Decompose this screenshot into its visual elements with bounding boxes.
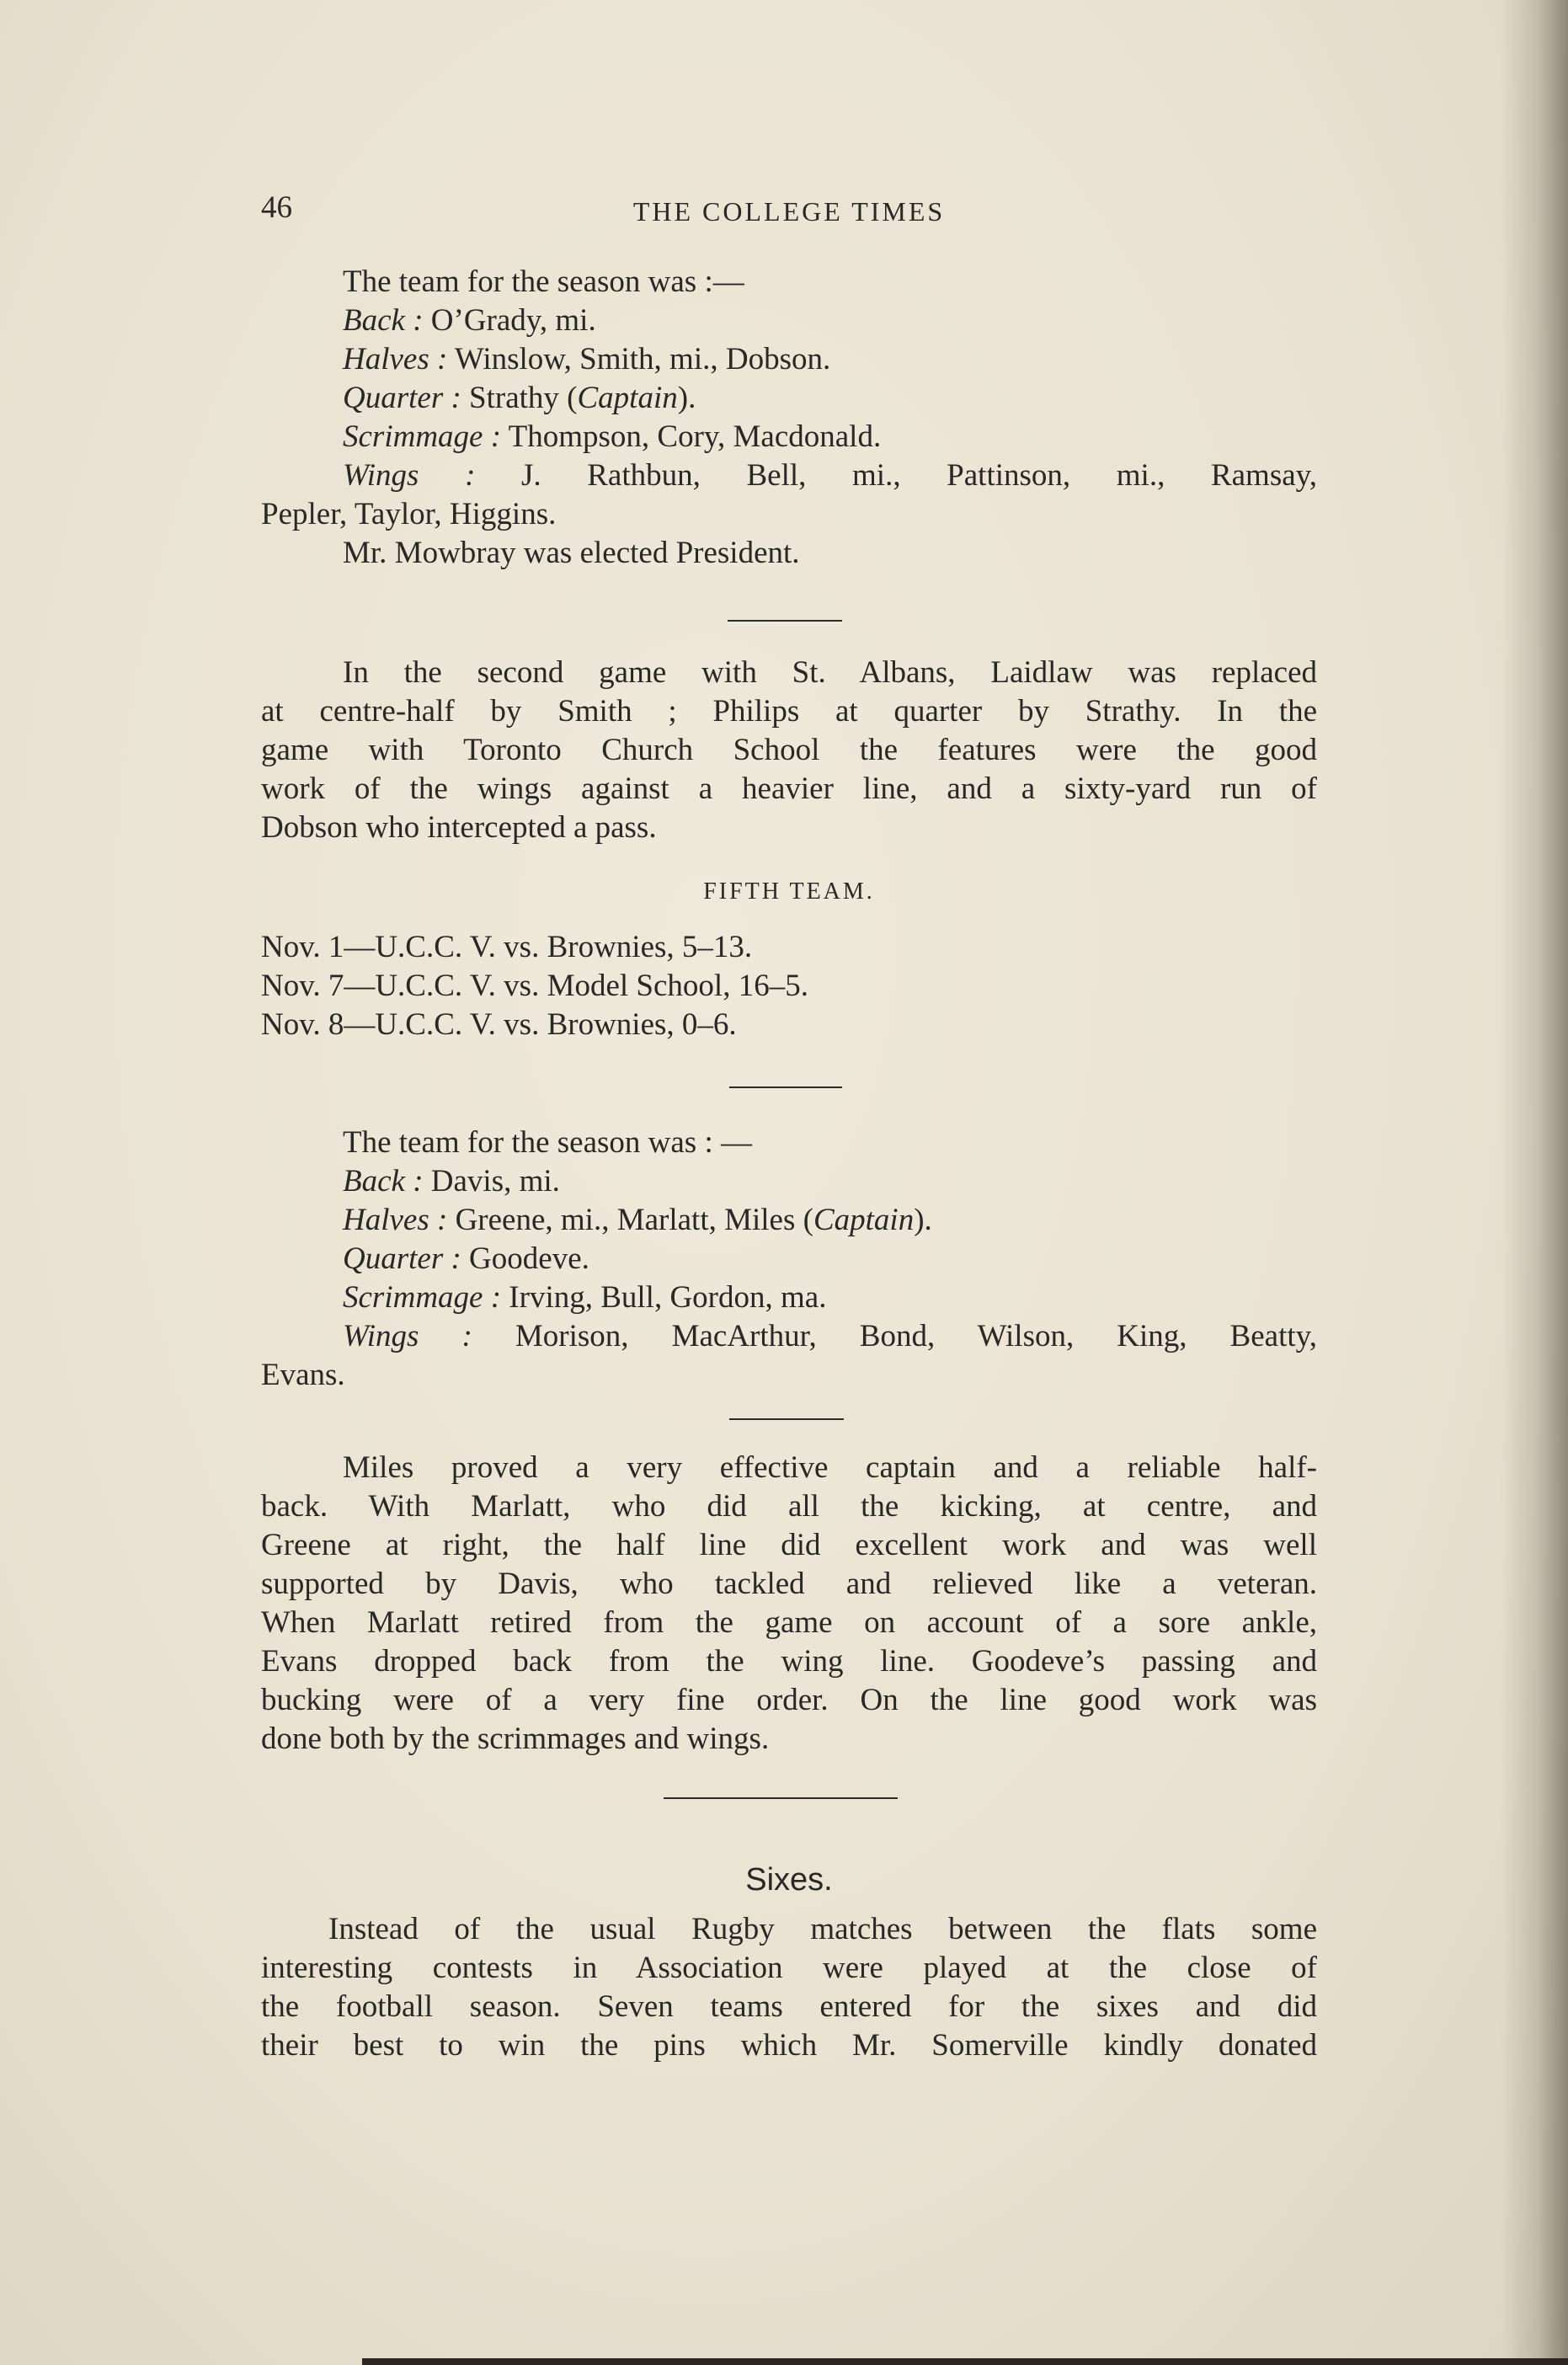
fifth-team-heading <box>261 873 1317 911</box>
team1-roster <box>261 263 1317 573</box>
paragraph-line: at centre-half by Smith ; Philips at quarter by Strathy. In the <box>261 694 1317 729</box>
team2-wings-cont: Evans. <box>261 1358 345 1392</box>
fifth-team-games <box>261 928 1317 1044</box>
game-result: Nov. 8—U.C.C. V. vs. Brownies, 0–6. <box>261 1007 737 1042</box>
page-header <box>261 190 1317 232</box>
halves-close: ). <box>914 1203 932 1237</box>
paragraph-line: Miles proved a very effective captain and a reliable half- <box>343 1450 1317 1485</box>
divider-rule <box>728 620 842 622</box>
quarter-label: Quarter : <box>343 381 461 415</box>
halves-label: Halves : <box>343 1203 448 1237</box>
wings-label: Wings : <box>343 458 476 493</box>
team1-intro: The team for the season was :— <box>343 264 744 299</box>
wings-players: Morison, MacArthur, Bond, Wilson, King, Beatty, <box>472 1319 1317 1353</box>
halves-players: Greene, mi., Marlatt, Miles ( <box>447 1203 813 1237</box>
running-title: THE COLLEGE TIMES <box>632 196 946 227</box>
paragraph-line: game with Toronto Church School the features were the good <box>261 733 1317 767</box>
halves-players: Winslow, Smith, mi., Dobson. <box>447 342 831 376</box>
team2-quarter <box>261 1240 1317 1279</box>
back-players: O’Grady, mi. <box>423 303 596 338</box>
paragraph-line: Instead of the usual Rugby matches between the flats some <box>328 1912 1317 1946</box>
section-subheading: FIFTH TEAM. <box>703 878 875 905</box>
page-bottom-edge <box>362 2358 1568 2365</box>
wings-players: J. Rathbun, Bell, mi., Pattinson, mi., Ramsay, <box>475 458 1317 493</box>
paragraph-line: When Marlatt retired from the game on account of a sore ankle, <box>261 1605 1317 1640</box>
paragraph-line: back. With Marlatt, who did all the kicking, at centre, and <box>261 1489 1317 1524</box>
team1-wings <box>261 456 1317 495</box>
double-divider-rule <box>664 1797 898 1799</box>
back-label: Back : <box>343 303 424 338</box>
divider-rule <box>729 1418 844 1420</box>
paragraph-line: Dobson who intercepted a pass. <box>261 810 657 845</box>
quarter-player: Strathy ( <box>461 381 578 415</box>
team1-quarter <box>261 379 1317 418</box>
back-players: Davis, mi. <box>423 1164 560 1199</box>
game-result: Nov. 7—U.C.C. V. vs. Model School, 16–5. <box>261 969 808 1003</box>
back-label: Back : <box>343 1164 424 1199</box>
scrimmage-label: Scrimmage : <box>343 419 502 454</box>
paragraph-miles <box>261 1449 1317 1759</box>
scrimmage-players: Thompson, Cory, Macdonald. <box>501 419 882 454</box>
paragraph-line: interesting contests in Association were played at the close of <box>261 1951 1317 1985</box>
team1-president: Mr. Mowbray was elected President. <box>343 536 800 570</box>
halves-label: Halves : <box>343 342 448 376</box>
team2-roster <box>261 1124 1317 1395</box>
quarter-label: Quarter : <box>343 1241 461 1276</box>
book-gutter-shadow <box>1501 0 1568 2365</box>
team1-back <box>261 302 1317 340</box>
divider-rule <box>729 1086 842 1088</box>
team2-scrimmage <box>261 1279 1317 1317</box>
paragraph-line: their best to win the pins which Mr. Somerville kindly donated <box>261 2028 1317 2063</box>
game-result: Nov. 1—U.C.C. V. vs. Brownies, 5–13. <box>261 930 753 964</box>
paragraph-line: In the second game with St. Albans, Laidlaw was replaced <box>343 655 1317 690</box>
wings-label: Wings : <box>343 1319 472 1353</box>
team2-back <box>261 1162 1317 1201</box>
paragraph-line: Greene at right, the half line did excellent work and was well <box>261 1528 1317 1562</box>
captain-label: Captain <box>577 381 678 415</box>
paragraph-line: Evans dropped back from the wing line. Goodeve’s passing and <box>261 1644 1317 1679</box>
paragraph-line: work of the wings against a heavier line, and a sixty-yard run of <box>261 771 1317 806</box>
sixes-title-block <box>261 1860 1317 1900</box>
paragraph-line: bucking were of a very fine order. On the line good work was <box>261 1683 1317 1717</box>
team2-intro: The team for the season was : — <box>343 1125 752 1160</box>
scrimmage-players: Irving, Bull, Gordon, ma. <box>501 1280 827 1315</box>
paragraph-line: supported by Davis, who tackled and relieved like a veteran. <box>261 1567 1317 1601</box>
paragraph-line: the football season. Seven teams entered for the sixes and did <box>261 1989 1317 2024</box>
section-title: Sixes. <box>745 1862 833 1898</box>
scrimmage-label: Scrimmage : <box>343 1280 502 1315</box>
captain-label: Captain <box>813 1203 915 1237</box>
quarter-close: ). <box>677 381 696 415</box>
page-number: 46 <box>261 190 292 225</box>
team1-scrimmage <box>261 418 1317 456</box>
team2-wings <box>261 1317 1317 1356</box>
team1-wings-cont: Pepler, Taylor, Higgins. <box>261 497 557 531</box>
paragraph-second-game <box>261 654 1317 847</box>
team1-halves <box>261 340 1317 379</box>
paragraph-line: done both by the scrimmages and wings. <box>261 1722 770 1756</box>
team2-halves <box>261 1201 1317 1240</box>
quarter-player: Goodeve. <box>461 1241 589 1276</box>
sixes-paragraph <box>261 1910 1317 2065</box>
